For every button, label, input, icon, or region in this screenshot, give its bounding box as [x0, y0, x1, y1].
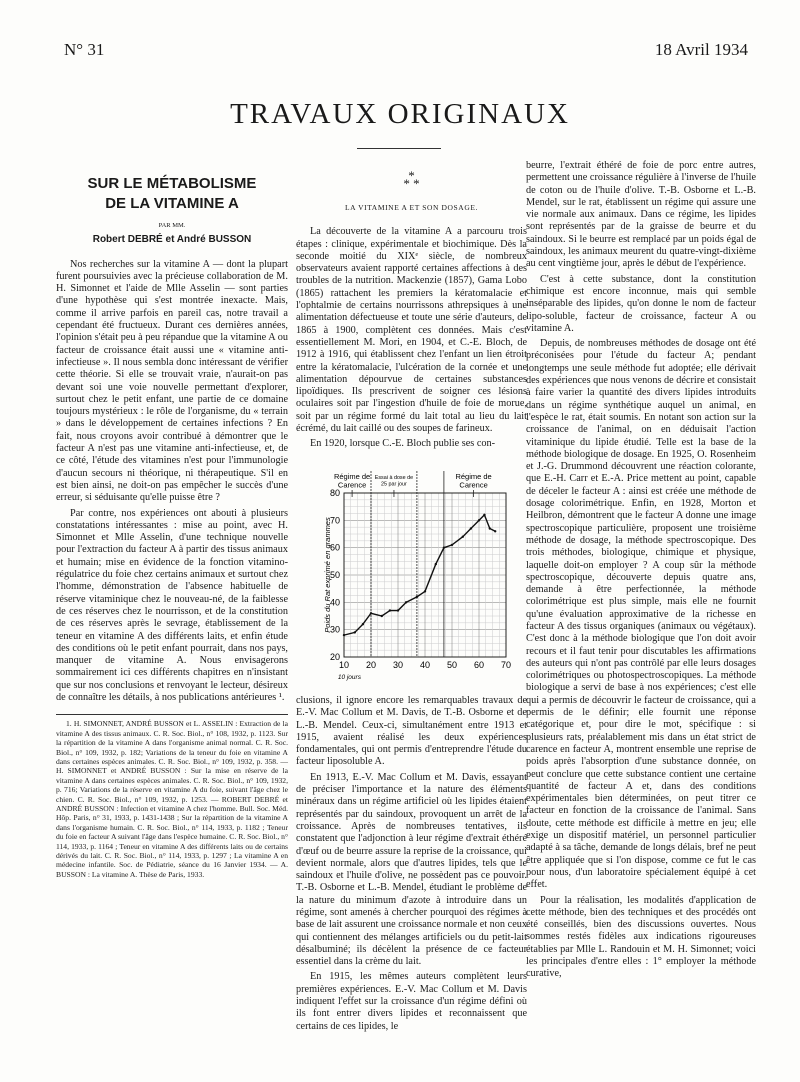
x-tick-label: 40	[419, 659, 431, 670]
y-tick-label: 30	[329, 624, 340, 635]
column-3	[526, 160, 756, 981]
issue-number: N° 31	[64, 40, 105, 59]
data-point	[494, 530, 496, 532]
x-tick-label: 10	[338, 659, 350, 670]
data-point	[343, 634, 345, 636]
x-tick-label: 60	[473, 659, 485, 670]
par-mm: PAR MM.	[158, 222, 186, 229]
paragraph: En 1915, les mêmes auteurs complètent leurs premières expériences. E.-V. Mac Collum et M. Davis indiquent l'effet sur la croissance d'un régime défini où ils font entrer divers lipides et reconnaissent que certains de ces lipides, le	[296, 971, 527, 1032]
data-point	[381, 614, 383, 616]
data-point	[489, 527, 491, 529]
footnote: 1. H. SIMONNET, ANDRÉ BUSSON et L. ASSELIN : Extraction de la vitamine A des tissus animaux. C. R. Soc. Biol., n° 108, 1932, p. 1123. Sur la répartition de la vitamine A dans l'organisme animal normal. C. R. Soc. Biol., n° 109, 1932, p. 182; Variations de la teneur du foie en vitamine A dans certaines espèces animales. C. R. Soc. Biol., n° 109, 1932, p. 358. — H. SIMONNET et ANDRÉ BUSSON : Sur la mise en réserve de la vitamine A dans certaines espèces animales. C. R. Soc. Biol., n° 109, 1932, p. 716; Variations de la réserve en vitamine A du foie, suivant l'âge chez le chien. C. R. Soc. Biol., n° 109, 1932, p. 1253. — ROBERT DEBRÉ et ANDRÉ BUSSON : Infection et vitamine A chez l'homme. Bull. Soc. Méd. Hôp. Paris, n° 31, 1933, p. 1431-1438 ; Sur la répartition de la vitamine A dans l'organisme humain. C. R. Soc. Biol., n° 114, 1933, p. 1182 ; Teneur du foie en facteur A suivant l'âge dans l'espèce humaine. C. R. Soc. Biol., n° 114, 1933, p. 1164 ; Teneur en vitamine A des différents laits ou de certains dérivés du lait. C. R. Soc. Biol., n° 114, 1933, p. 1297 ; La vitamine A en médecine infantile. Soc. de Pédiatrie, séance du 16 Janvier 1934. — A. BUSSON : La vitamine A. Thèse de Paris, 1933.	[56, 719, 288, 879]
data-point	[405, 601, 407, 603]
y-axis-label: Poids du Rat exprimé en grammes	[323, 516, 332, 633]
paragraph: Depuis, de nombreuses méthodes de dosage ont été préconisées pour l'étude du facteur A; pendant longtemps une seule méthode fut adoptée; elle dérivait des expériences que nous venons de décrire et consistait à faire varier la quantité des divers lipides introduits dans un régime synthétique auquel un animal, en l'espèce le rat, était soumis. En notant son action sur la croissance de l'animal, on en déduisait l'action vitaminique du lipide étudié. Telle est la base de la méthode biologique de dosage. En 1925, O. Rosenheim et J.-G. Drummond découvrent une réaction colorante, que E.-H. Carr et E.-A. Price mettent au point, capable de déceler le facteur A : ainsi est créée une méthode de dosage colorimétrique. Enfin, en 1928, Morton et Heilbron, démontrent que le facteur A donne une image spectroscopique particulière, proposent une troisième méthode de dosage, la méthode spectroscopique. Des trois méthodes, biologique, chimique et physique, laquelle doit-on employer ? A coup sûr la méthode spectroscopique, découverte depuis quatre ans, demande à être perfectionnée, la méthode colorimétrique est plus simple, mais elle ne fournit qu'une évaluation approximative de la richesse en facteur A des tissus organiques (animaux ou végétaux). C'est donc à la méthode biologique que l'on doit avoir recours et il faut tenir pour discutables les affirmations des auteurs qui n'ont pas contrôlé par elle leurs dosages colorimétriques ou photospectroscopiques. La méthode biologique a servi de base à nos expériences; c'est elle qui a permis de découvrir le facteur de croissance, qui a permis de le définir; elle fournit une réponse catégorique et, pour dire le mot, spécifique : si plusieurs rats, préalablement mis dans un état strict de carence en facteur A, montrent ensemble une reprise de poids après l'absorption d'une substance donnée, on peut conclure que cette substance contient une certaine quantité de facteur A et, dans des conditions expérimentales bien déterminées, on peut titrer ce facteur en fonction de la croissance de l'animal. Sans doute, cette méthode est difficile à mettre en jeu; elle exige un dispositif matériel, un personnel particulier adapté à sa tâche, demande de longs délais, bref ne peut être appliquée que si l'on dispose, comme ce fut le cas pour nous, d'un laboratoire spécialement équipé à cet effet.	[526, 338, 756, 891]
y-tick-label: 60	[329, 542, 340, 553]
growth-chart	[296, 457, 527, 691]
data-point	[354, 631, 356, 633]
paragraph: beurre, l'extrait éthéré de foie de porc entre autres, permettent une croissance régulière à l'inverse de l'huile de coton ou de l'huile d'olive. T.-B. Osborne et L.-B. Mendel, sur le rat, établissent un régime qui assure une vie normale aux animaux. Dans ce régime, les lipides sont représentés par de la graisse de beurre et du saindoux. Si le beurre est remplacé par un poids égal de saindoux, les animaux meurent du quatre-vingt-dixième au cent vingtième jour, après le début de l'expérience.	[526, 160, 756, 270]
paragraph: En 1920, lorsque C.-E. Bloch publie ses con-	[310, 438, 496, 450]
data-point	[416, 595, 418, 597]
y-tick-label: 40	[329, 596, 340, 607]
data-point	[370, 612, 372, 614]
x-tick-label: 50	[446, 659, 458, 670]
section-title: TRAVAUX ORIGINAUX	[230, 98, 570, 130]
y-tick-label: 70	[329, 514, 340, 525]
article-title-line-2: DE LA VITAMINE A	[105, 195, 239, 212]
data-point	[362, 623, 364, 625]
article-title-line-1: SUR LE MÉTABOLISME	[87, 175, 257, 192]
y-tick-label: 80	[329, 487, 340, 498]
growth-chart-svg	[296, 457, 527, 687]
paragraph: En 1913, E.-V. Mac Collum et M. Davis, essayant de préciser l'importance et la nature des éléments minéraux dans un régime artificiel où les lipides étaient représentés par du saindoux, provoquent un arrêt de la croissance. Après de nombreuses tentatives, ils constatent que l'adjonction à leur régime d'extrait éthéré d'œuf ou de beurre assure la reprise de la croissance, qui devient normale, alors que d'autres lipides, tels que le saindoux et l'huile d'olive, ne possèdent pas ce pouvoir. T.-B. Osborne et L.-B. Mendel, étudiant le problème de la nature du minimum d'azote à introduire dans un régime, sont amenés à chercher pourquoi des régimes à base de lait assurent une croissance normale et non ceux qui contiennent des mélanges artificiels ou du petit-lait désalbuminé; ils décèlent la présence de ce facteur essentiel dans la crème du lait.	[296, 771, 527, 968]
article-title	[56, 174, 288, 214]
x-tick-label: 20	[365, 659, 377, 670]
x-axis-label: 10 jours	[337, 673, 361, 681]
paragraph: La découverte de la vitamine A a parcouru trois étapes : clinique, expérimentale et biochimique. Dès la seconde moitié du XIXᵉ siècle, de nombreux observateurs avaient rapporté certaines affections à des troubles de la nutrition. Mackenzie (1857), Gama Lobo (1865) rattachent les premiers la kératomalacie et l'ophtalmie de certains nourrissons athrepsiques à une alimentation défectueuse et toute une série d'auteurs, de 1865 à 1900, complètent ces données. Mais c'est essentiellement M. Mori, en 1904, et C.-E. Bloch, de 1912 à 1916, qui établissent chez l'enfant un lien étroit entre la kératomalacie, l'ulcération de la cornée et une alimentation dépourvue de certaines substances lipoïdiques. Ils prescrivent de soigner ces lésions oculaires soit par l'ingestion d'huile de foie de morue, soit par un régime formé du lait total au lieu du lait écrémé, du lait caillé ou des soupes de farineux.	[296, 226, 527, 435]
data-point	[435, 563, 437, 565]
footnote-rule	[56, 714, 288, 715]
section-stars: * * *	[403, 168, 420, 191]
title-rule	[357, 148, 441, 149]
y-tick-label: 50	[329, 569, 340, 580]
annotation-essai: Essai à dose de 25 par jour	[374, 474, 414, 488]
y-tick-label: 20	[329, 651, 340, 662]
paragraph: Par contre, nos expériences ont abouti à plusieurs constatations intéressantes : mise au point, avec H. Simonnet et Mlle Asselin, d'une technique nouvelle pour l'extraction du facteur A à partir des tissus animaux et humain; mise en évidence de la fonction vitamino-régulatrice du foie chez certains animaux et surtout chez l'homme, démonstration de l'absence habituelle de réserve vitaminique chez le nouveau-né, de la faiblesse de ces réserves chez le nourrisson, et de la constitution de ces réserves après le sevrage, établissement de la teneur en vitamine A des différents laits, et enfin étude des conditions où le petit enfant pourrait, dans nos pays, manquer de vitamine A. Nous envisagerons sommairement ici ces différents chapitres en n'insistant que sur nos conclusions et renvoyant le lecteur, désireux de connaître les détails, à nos publications antérieures ¹.	[56, 507, 288, 703]
paragraph: Pour la réalisation, les modalités d'application de cette méthode, bien des techniques et des procédés ont été conseillés, bien des discussions ouvertes. Nous sommes restés fidèles aux indications rigoureuses établies par Mlle L. Randouin et M. H. Simonnet; voici les principales d'entre elles : 1° employer la méthode curative,	[526, 894, 756, 980]
data-point	[462, 535, 464, 537]
paragraph: Nos recherches sur la vitamine A — dont la plupart furent poursuivies avec la précieuse collaboration de M. H. Simonnet et l'aide de Mlle Asselin — sont parties d'une hypothèse qui s'est montrée inexacte. Mais, comme il arrive parfois en pareil cas, notre travail a cependant été fructueux. Durant ces dernières années, l'opinion s'était peu à peu répandue que la vitamine A ou facteur de croissance était aussi une « vitamine anti-infectieuse ». Il nous sembla donc intéressant de vérifier cette théorie. Si elle se trouvait vraie, n'aurait-on pas devant soi une voie nouvelle permettant d'explorer, surtout chez le petit enfant, une partie de ce domaine toujours mystérieux : le rôle de l'organisme, du « terrain » dans le développement de certaines infections ? En fait, nous croyons avoir contribué à démontrer que le facteur A n'est pas une vitamine anti-infectieuse, et, de ce côté, l'étude des vitamines n'est pour l'immunologie d'aucun secours ni théorique, ni thérapeutique. S'il en est bien ainsi, ne doit-on pas empêcher le succès d'une erreur, si séduisante qu'elle puisse être ?	[56, 258, 288, 504]
data-point	[483, 513, 485, 515]
issue-date: 18 Avril 1934	[654, 40, 748, 59]
paragraph: clusions, il ignore encore les remarquables travaux de E.-V. Mac Collum et M. Davis, de T.-B. Osborne et de L.-B. Mendel. Ceux-ci, simultanément entre 1913 et 1915, avaient réalisé les deux expériences fondamentales, qui ont permis d'entreprendre l'étude du facteur liposoluble A.	[296, 694, 527, 768]
data-point	[443, 546, 445, 548]
data-point	[389, 609, 391, 611]
x-tick-label: 70	[500, 659, 512, 670]
data-point	[424, 590, 426, 592]
paragraph: C'est à cette substance, dont la constitution chimique est encore inconnue, mais qui semble inséparable des lipides, qu'on donne le nom de facteur lipo-soluble, facteur de croissance, facteur A ou vitamine A.	[526, 273, 756, 334]
column-1	[56, 170, 288, 879]
column-2	[296, 170, 527, 1033]
data-point	[451, 543, 453, 545]
section-heading: LA VITAMINE A ET SON DOSAGE.	[344, 203, 478, 212]
annotation-carence-1: Régime de Carence	[333, 471, 371, 490]
data-point	[470, 527, 472, 529]
x-tick-label: 30	[392, 659, 404, 670]
data-point	[478, 519, 480, 521]
data-point	[397, 609, 399, 611]
annotation-carence-2: Régime de Carence	[455, 471, 492, 490]
article-authors: Robert DEBRÉ et André BUSSON	[92, 234, 252, 246]
